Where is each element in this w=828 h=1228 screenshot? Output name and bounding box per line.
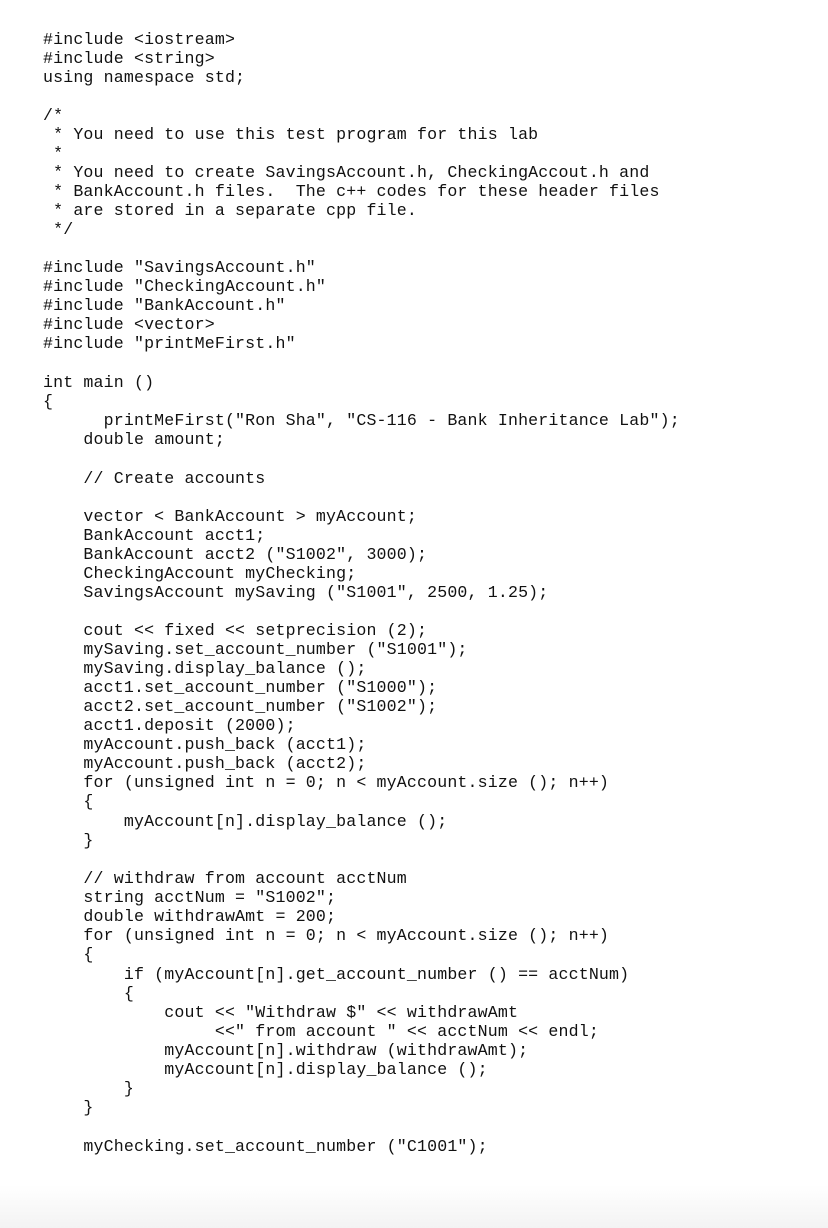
comment-line: * (43, 144, 64, 163)
comment-line: */ (43, 220, 74, 239)
include-line: #include "CheckingAccount.h" (43, 277, 327, 296)
comment-line: * You need to create SavingsAccount.h, CheckingAccout.h and (43, 163, 650, 182)
code-line: #include <string> (43, 49, 215, 68)
code-line: mySaving.display_balance (); (43, 659, 367, 678)
code-line: if (myAccount[n].get_account_number () == acctNum) (43, 965, 630, 984)
code-line: double withdrawAmt = 200; (43, 907, 337, 926)
code-line: cout << "Withdraw $" << withdrawAmt (43, 1003, 519, 1022)
code-line: } (43, 1079, 134, 1098)
code-line: acct2.set_account_number ("S1002"); (43, 697, 438, 716)
code-line: SavingsAccount mySaving ("S1001", 2500, 1.25); (43, 583, 549, 602)
code-line: for (unsigned int n = 0; n < myAccount.size (); n++) (43, 773, 610, 792)
code-line: string acctNum = "S1002"; (43, 888, 337, 907)
code-line: myAccount[n].withdraw (withdrawAmt); (43, 1041, 529, 1060)
code-line: { (43, 792, 94, 811)
include-line: #include "BankAccount.h" (43, 296, 286, 315)
code-line: mySaving.set_account_number ("S1001"); (43, 640, 468, 659)
code-line: #include <iostream> (43, 30, 236, 49)
include-line: #include "SavingsAccount.h" (43, 258, 316, 277)
code-line: CheckingAccount myChecking; (43, 564, 357, 583)
code-line: cout << fixed << setprecision (2); (43, 621, 428, 640)
code-line: acct1.deposit (2000); (43, 716, 296, 735)
code-line: for (unsigned int n = 0; n < myAccount.size (); n++) (43, 926, 610, 945)
code-line: { (43, 984, 134, 1003)
comment-line: /* (43, 106, 64, 125)
include-line: #include <vector> (43, 315, 215, 334)
code-line: BankAccount acct1; (43, 526, 266, 545)
code-line: using namespace std; (43, 68, 246, 87)
comment-line: * You need to use this test program for this lab (43, 125, 539, 144)
code-line: <<" from account " << acctNum << endl; (43, 1022, 599, 1041)
code-line: BankAccount acct2 ("S1002", 3000); (43, 545, 428, 564)
include-line: #include "printMeFirst.h" (43, 334, 296, 353)
comment-line: // withdraw from account acctNum (43, 869, 407, 888)
comment-line: // Create accounts (43, 469, 266, 488)
code-line: printMeFirst("Ron Sha", "CS-116 - Bank Inheritance Lab"); (43, 411, 680, 430)
code-line: myChecking.set_account_number ("C1001"); (43, 1137, 488, 1156)
comment-line: * BankAccount.h files. The c++ codes for these header files (43, 182, 660, 201)
code-line: { (43, 945, 94, 964)
comment-line: * are stored in a separate cpp file. (43, 201, 417, 220)
code-line: } (43, 1098, 94, 1117)
code-line: double amount; (43, 430, 225, 449)
code-line: } (43, 831, 94, 850)
code-line: myAccount.push_back (acct1); (43, 735, 367, 754)
code-line: acct1.set_account_number ("S1000"); (43, 678, 438, 697)
code-line: vector < BankAccount > myAccount; (43, 507, 417, 526)
code-line: myAccount.push_back (acct2); (43, 754, 367, 773)
code-line: myAccount[n].display_balance (); (43, 812, 448, 831)
main-signature-line: int main () (43, 373, 155, 392)
code-line: { (43, 392, 54, 411)
code-line: myAccount[n].display_balance (); (43, 1060, 488, 1079)
